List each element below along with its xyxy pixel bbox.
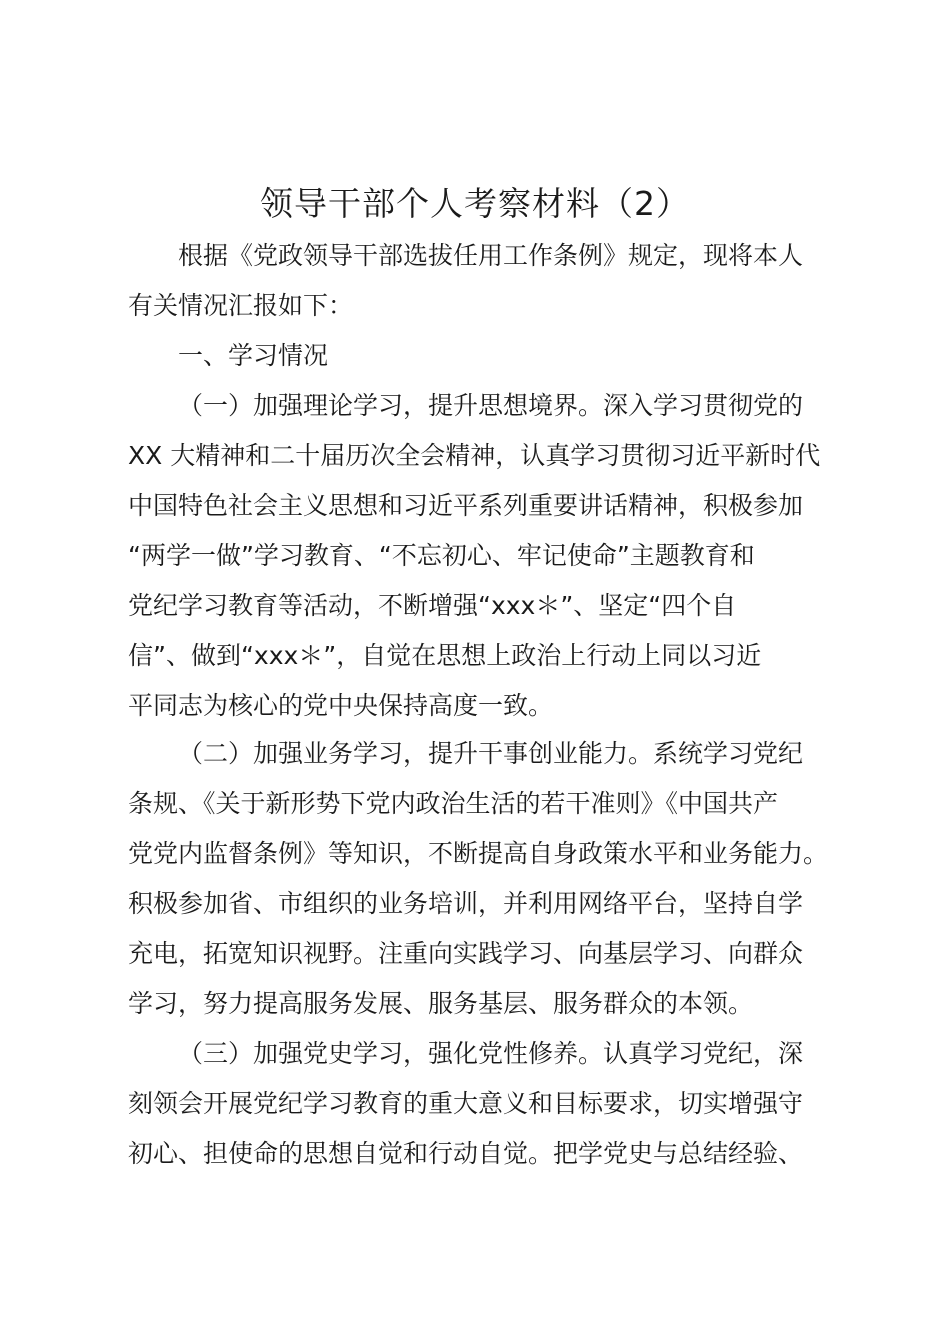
paragraph-line: （三）加强党史学习，强化党性修养。认真学习党纪，深 [178, 1039, 804, 1068]
paragraph-line: （二）加强业务学习，提升干事创业能力。系统学习党纪 [178, 739, 804, 768]
paragraph-line: 根据《党政领导干部选拔任用工作条例》规定，现将本人 [178, 241, 804, 270]
paragraph-line: 积极参加省、市组织的业务培训，并利用网络平台，坚持自学 [128, 889, 804, 918]
paragraph-line: 信”、做到“xxx＊”，自觉在思想上政治上行动上同以习近 [128, 641, 762, 670]
paragraph-line: 党纪学习教育等活动，不断增强“xxx＊”、坚定“四个自 [128, 591, 737, 620]
paragraph-line: XX 大精神和二十届历次全会精神，认真学习贯彻习近平新时代 [128, 441, 821, 470]
paragraph-line: 有关情况汇报如下： [128, 291, 354, 320]
paragraph-line: 党党内监督条例》等知识，不断提高自身政策水平和业务能力。 [128, 839, 829, 868]
paragraph-line: 中国特色社会主义思想和习近平系列重要讲话精神，积极参加 [128, 491, 804, 520]
paragraph-line: 平同志为核心的党中央保持高度一致。 [128, 691, 554, 720]
paragraph-line: “两学一做”学习教育、“不忘初心、牢记使命”主题教育和 [128, 541, 755, 570]
paragraph-line: （一）加强理论学习，提升思想境界。深入学习贯彻党的 [178, 391, 804, 420]
document-title: 领导干部个人考察材料（2） [260, 184, 690, 223]
paragraph-line: 充电，拓宽知识视野。注重向实践学习、向基层学习、向群众 [128, 939, 804, 968]
paragraph-line: 条规、《关于新形势下党内政治生活的若干准则》《中国共产 [128, 789, 779, 818]
paragraph-line: 学习，努力提高服务发展、服务基层、服务群众的本领。 [128, 989, 754, 1018]
paragraph-line: 初心、担使命的思想自觉和行动自觉。把学党史与总结经验、 [128, 1139, 804, 1168]
section-heading: 一、学习情况 [178, 341, 329, 370]
paragraph-line: 刻领会开展党纪学习教育的重大意义和目标要求，切实增强守 [128, 1089, 804, 1118]
